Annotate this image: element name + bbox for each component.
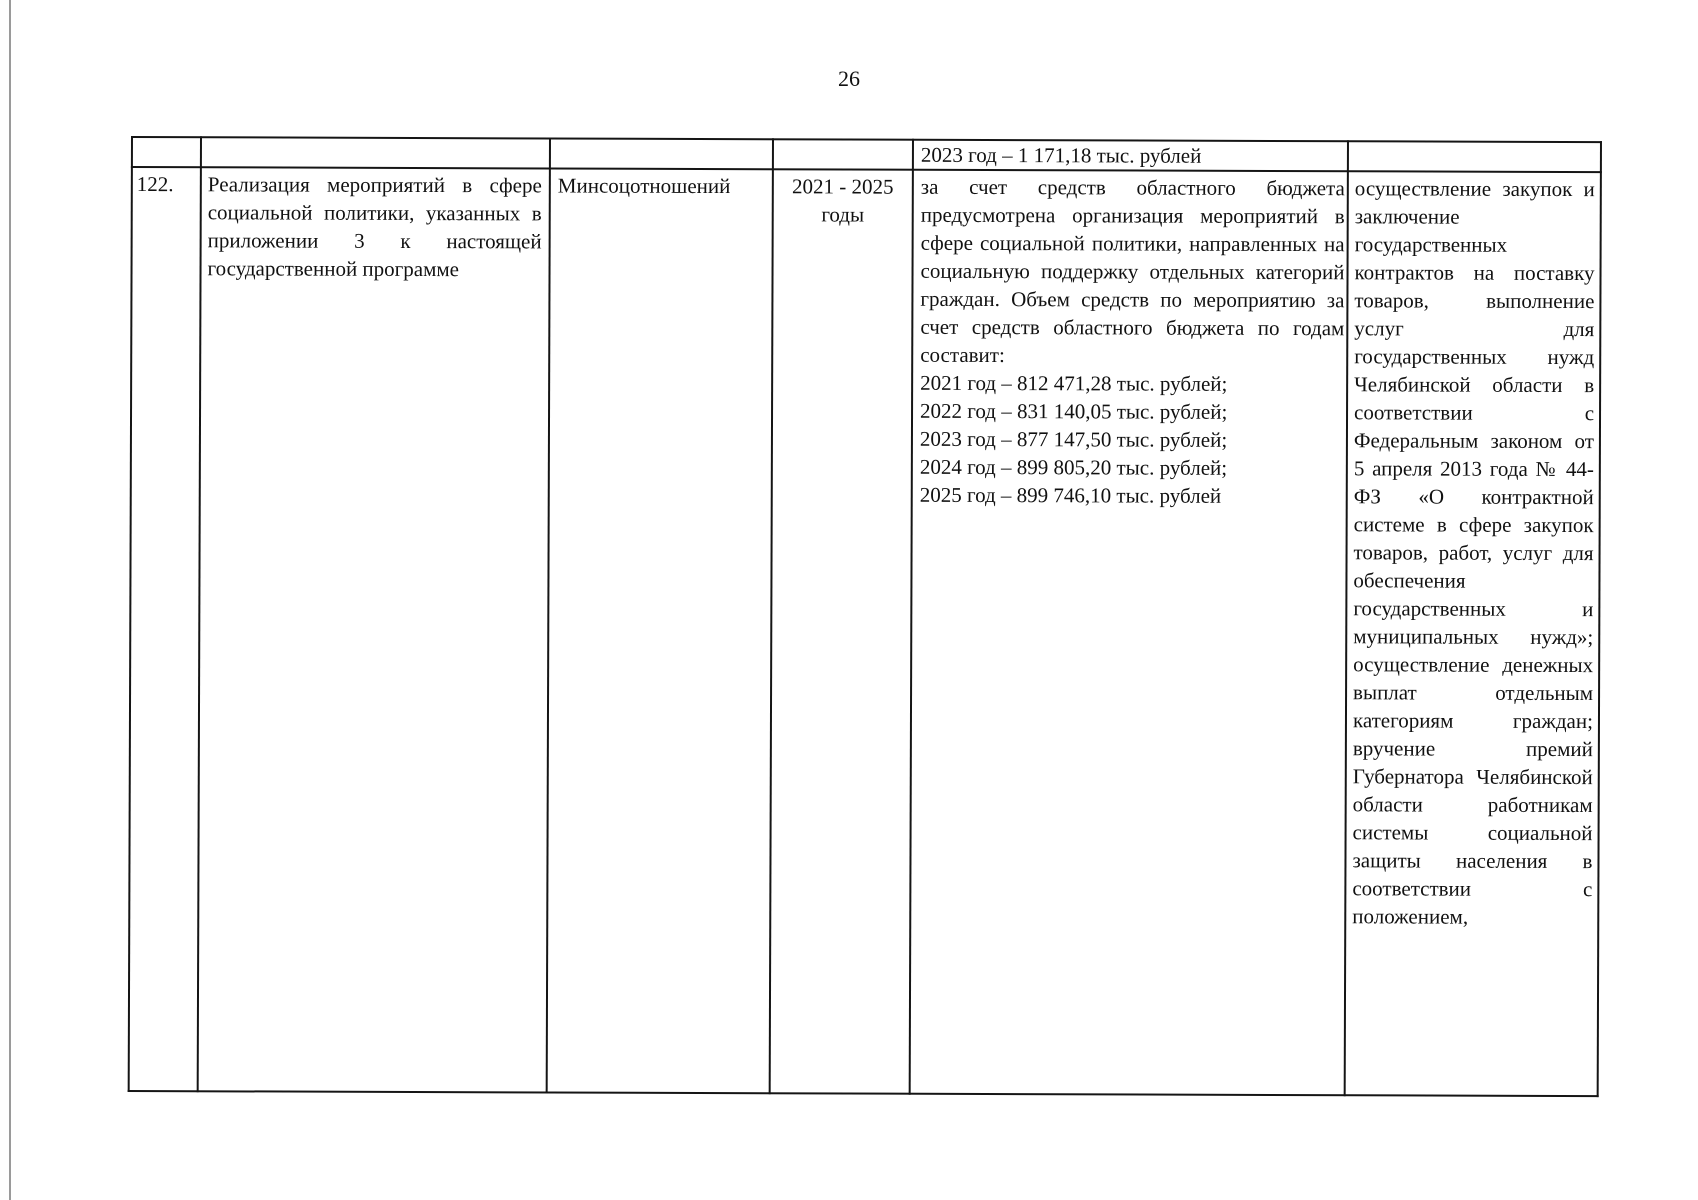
- scan-page-edge: [9, 0, 11, 1200]
- result-cell: [1352, 174, 1595, 931]
- activity-cell: [207, 170, 541, 283]
- column-border: [128, 136, 133, 1092]
- executor-text: Минсоцотношений: [557, 173, 731, 199]
- column-border: [909, 139, 914, 1095]
- funding-year-line: 2023 год – 877 147,50 тыс. рублей;: [919, 426, 1228, 452]
- column-border: [197, 136, 202, 1092]
- column-border: [769, 138, 774, 1094]
- table-top-border: [131, 136, 1602, 143]
- funding-year-line: 2025 год – 899 746,10 тыс. рублей: [919, 482, 1222, 508]
- period-cell: [777, 172, 909, 228]
- activity-text: Реализация мероприятий в сфере социальной политики, указанных в приложении 3 к настоящей государственной программе: [207, 172, 542, 282]
- program-table: [128, 136, 1602, 1097]
- funding-year-line: 2022 год – 831 140,05 тыс. рублей;: [920, 398, 1228, 424]
- result-text: осуществление закупок и заключение государственных контрактов на поставку товаров, выполнение услуг для государственных нужд Челябинской области в соответствии с Федеральным законом от 5 апреля 2013 года № 44-ФЗ «О контрактной системе в сфере закупок товаров, работ, услуг для обеспечения государственных и муниципальных нужд»; осуществление денежных выплат отдельным категориям граждан; вручение премий Губернатора Челябинской области работникам системы социальной защиты населения в соответствии с положением,: [1352, 176, 1595, 929]
- executor-cell: [558, 171, 770, 200]
- period-text: 2021 - 2025 годы: [792, 174, 894, 227]
- continued-funding-cell: [921, 141, 1341, 170]
- table-bottom-border: [128, 1090, 1599, 1097]
- funding-year-line: 2024 год – 899 805,20 тыс. рублей;: [919, 454, 1228, 480]
- row-number: 122.: [136, 172, 174, 197]
- funding-year-line: 2021 год – 812 471,28 тыс. рублей;: [920, 370, 1228, 396]
- funding-intro: за счет средств областного бюджета предусмотрена организация мероприятий в сфере социальной политики, направленных на социальную поддержку отдельных категорий граждан. Объем средств по мероприятию за счет средств областного бюджета по годам составит:: [920, 174, 1345, 368]
- funding-line: 2023 год – 1 171,18 тыс. рублей: [920, 142, 1202, 168]
- page-number: 26: [838, 66, 860, 91]
- row-number-cell: [137, 170, 195, 198]
- funding-cell: [920, 173, 1345, 510]
- column-border: [546, 137, 551, 1093]
- column-border: [1597, 141, 1602, 1097]
